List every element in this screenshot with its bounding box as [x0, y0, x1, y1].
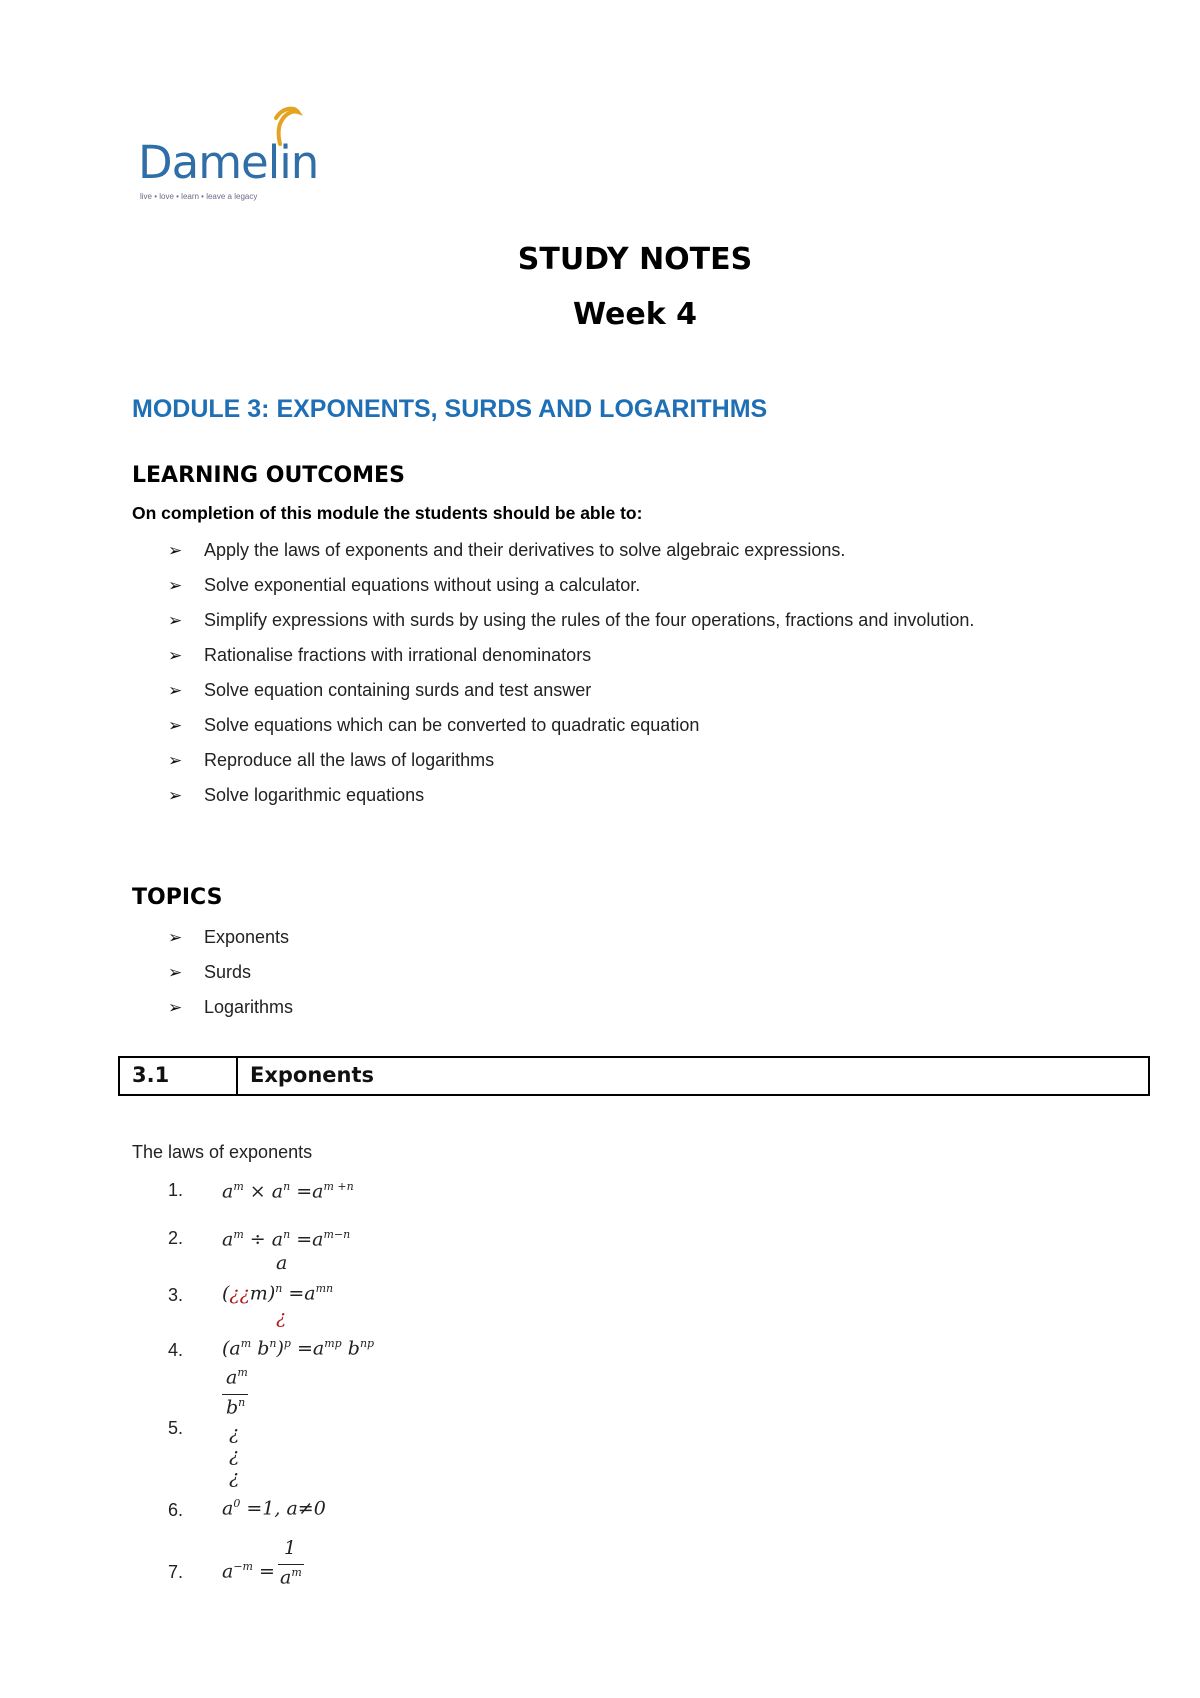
- fraction-bar: [278, 1564, 304, 1565]
- arrow-bullet-icon: ➢: [168, 963, 183, 982]
- section-header: [118, 1056, 1150, 1096]
- page-title: STUDY NOTES: [517, 242, 753, 277]
- law-formula-4: ($a^m$ $b^n)^p =a^{mp}$ $b^{np}$: [222, 1337, 375, 1360]
- law-formula-3-glyph: ¿: [276, 1306, 287, 1328]
- arrow-bullet-icon: ➢: [168, 681, 183, 700]
- law-formula-2: $a^m \div a^n =a^{m-n}$: [222, 1228, 351, 1251]
- law-formula-5-denominator: $b^n$: [226, 1396, 246, 1419]
- topics-heading: TOPICS: [132, 885, 223, 910]
- arrow-bullet-icon: ➢: [168, 786, 183, 805]
- law-formula-5-numerator: $a^m$: [226, 1366, 248, 1389]
- list-item: ➢ Logarithms: [168, 990, 293, 1025]
- learning-outcomes-intro: On completion of this module the students should be able to:: [132, 503, 643, 523]
- law-formula-1: $a^m \times a^n =a^{m +n}$: [222, 1180, 354, 1203]
- list-item: ➢ Solve equation containing surds and test answer: [168, 673, 974, 708]
- law-formula-5-glyph: ¿: [229, 1444, 240, 1466]
- list-item: ➢ Solve logarithmic equations: [168, 778, 974, 813]
- law-formula-7: $a^{-m}$ =: [222, 1560, 275, 1583]
- module-heading: MODULE 3: EXPONENTS, SURDS AND LOGARITHMS: [132, 395, 768, 423]
- law-number: 6.: [168, 1500, 184, 1520]
- law-formula-2-glyph: a: [276, 1252, 288, 1274]
- section-number: 3.1: [120, 1058, 238, 1094]
- law-formula-5-glyph: ¿: [229, 1466, 240, 1488]
- law-formula-7-numerator: 1: [284, 1537, 297, 1559]
- list-item: ➢ Rationalise fractions with irrational denominators: [168, 638, 974, 673]
- damelin-logo: [138, 104, 328, 204]
- arrow-bullet-icon: ➢: [168, 928, 183, 947]
- arrow-bullet-icon: ➢: [168, 541, 183, 560]
- arrow-bullet-icon: ➢: [168, 611, 183, 630]
- law-formula-6: $a^0 =1$, a≠0: [222, 1497, 326, 1520]
- list-item: ➢ Apply the laws of exponents and their derivatives to solve algebraic expressions.: [168, 533, 974, 568]
- list-item: ➢ Reproduce all the laws of logarithms: [168, 743, 974, 778]
- learning-outcomes-heading: LEARNING OUTCOMES: [132, 463, 405, 488]
- arrow-bullet-icon: ➢: [168, 646, 183, 665]
- arrow-bullet-icon: ➢: [168, 576, 183, 595]
- logo-tagline: live • love • learn • leave a legacy: [140, 192, 258, 201]
- section-title: Exponents: [250, 1063, 375, 1087]
- topics-list: [168, 920, 293, 1025]
- law-number: 4.: [168, 1340, 184, 1360]
- law-number: 2.: [168, 1228, 184, 1248]
- law-number: 5.: [168, 1418, 184, 1438]
- law-formula-7-denominator: $a^m$: [280, 1566, 302, 1589]
- list-item: ➢ Solve equations which can be converted to quadratic equation: [168, 708, 974, 743]
- learning-outcomes-list: [168, 533, 974, 813]
- list-item: ➢ Simplify expressions with surds by using the rules of the four operations, fractions and involution.: [168, 603, 974, 638]
- arrow-bullet-icon: ➢: [168, 998, 183, 1017]
- fraction-bar: [222, 1394, 248, 1395]
- law-formula-3: (¿¿m)$^n$ $=a^{mn}$: [222, 1282, 334, 1305]
- page-subtitle: Week 4: [573, 297, 697, 332]
- logo-wordmark: Damelin: [138, 136, 319, 189]
- arrow-bullet-icon: ➢: [168, 716, 183, 735]
- list-item: ➢ Exponents: [168, 920, 293, 955]
- law-formula-5-glyph: ¿: [229, 1422, 240, 1444]
- arrow-bullet-icon: ➢: [168, 751, 183, 770]
- list-item: ➢ Surds: [168, 955, 293, 990]
- law-number: 7.: [168, 1562, 184, 1582]
- law-number: 1.: [168, 1180, 184, 1200]
- law-number: 3.: [168, 1285, 184, 1305]
- laws-intro: The laws of exponents: [132, 1142, 313, 1162]
- list-item: ➢ Solve exponential equations without using a calculator.: [168, 568, 974, 603]
